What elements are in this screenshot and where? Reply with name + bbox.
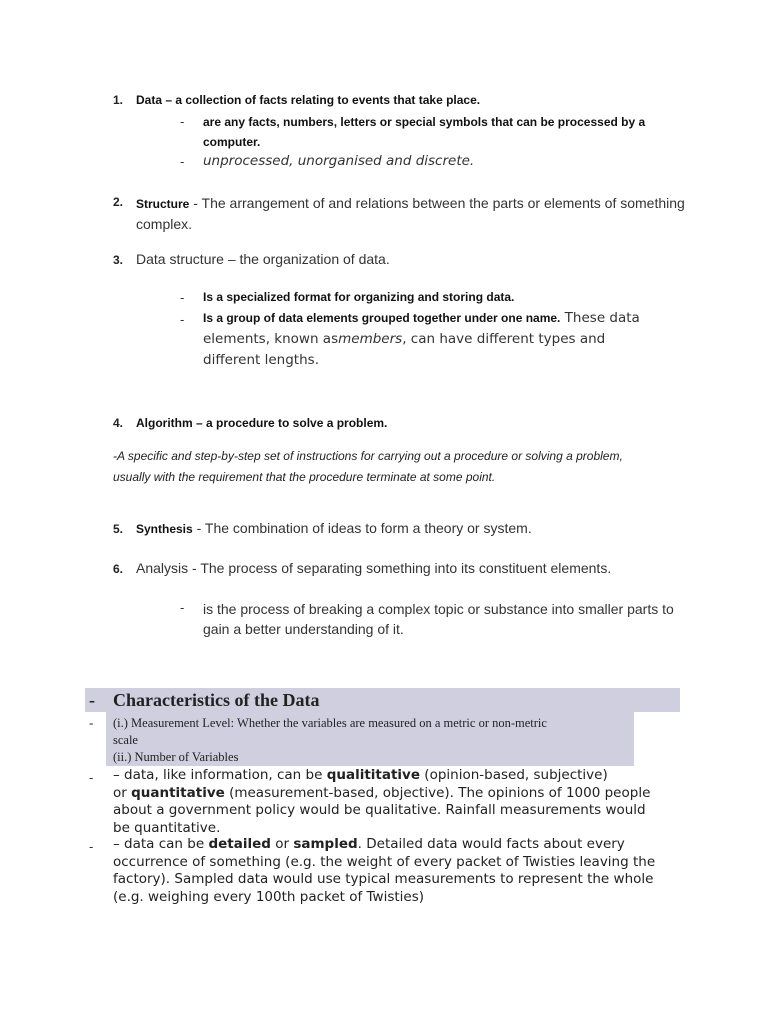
sampled-term: sampled	[293, 836, 358, 852]
item-1-text: Data – a collection of facts relating to events that take place.	[136, 93, 481, 107]
item-5-text	[136, 520, 532, 536]
item-6-sub	[203, 599, 683, 639]
item-1-sub-2: unprocessed, unorganised and discrete.	[203, 153, 475, 169]
item-number-2: 2.	[113, 195, 124, 209]
item-1-sub-1	[203, 112, 663, 152]
item-number-3: 3.	[113, 253, 124, 267]
b2-l1-e: . Detailed data would facts about every	[357, 836, 625, 852]
item-3-sub-2-bold: Is a group of data elements grouped together under one name.	[203, 311, 561, 325]
characteristics-heading: Characteristics of the Data	[113, 690, 320, 710]
item-3-sub-1: Is a specialized format for organizing and storing data.	[203, 290, 515, 304]
b2-l3: factory). Sampled data would use typical measurements to represent the whole	[113, 871, 654, 887]
item-3-sub-2-line-2a: elements, known as	[203, 331, 339, 347]
item-2-rest: - The arrangement of and relations between the parts or elements of something	[189, 195, 685, 211]
bullet-dash: -	[180, 290, 185, 305]
item-5-rest: - The combination of ideas to form a theory or system.	[192, 520, 532, 536]
item-6-sub-line-1: is the process of breaking a complex topic or substance into smaller parts to	[203, 601, 674, 617]
item-2-text	[136, 193, 696, 234]
item-number-6: 6.	[113, 562, 124, 576]
bullet-dash: -	[180, 600, 185, 615]
item-3-sub-2	[203, 308, 673, 371]
bullet-qualitative	[113, 767, 693, 837]
bullet-detailed-sampled	[113, 836, 703, 906]
measurement-level-cont: scale	[113, 733, 138, 747]
item-2-label: Structure	[136, 197, 190, 211]
b2-l1-a: – data can be	[113, 836, 209, 852]
measurement-level: (i.) Measurement Level: Whether the variables are measured on a metric or non-metric	[113, 716, 547, 730]
item-3-members: members	[338, 331, 403, 347]
quantitative-term: quantitative	[131, 784, 225, 801]
b1-l4: be quantitative.	[113, 819, 221, 836]
qualititative-term: qualititative	[326, 767, 421, 783]
list-dash: -	[89, 715, 94, 730]
b1-l1-a: – data, like information, can be	[113, 767, 327, 783]
item-number-5: 5.	[113, 522, 124, 536]
item-3-sub-2-rest: These data	[560, 310, 640, 326]
b1-l2-c: (measurement-based, objective). The opinions of 1000 people	[224, 784, 651, 801]
b2-l2: occurrence of something (e.g. the weight of every packet of Twisties leaving the	[113, 853, 656, 870]
detailed-term: detailed	[208, 836, 271, 852]
item-1-sub-1-line-2: computer.	[203, 135, 261, 149]
b1-l1-c: (opinion-based, subjective)	[420, 767, 608, 783]
heading-dash: -	[89, 690, 95, 710]
item-3-sub-2-line-2b: , can have different types and	[402, 331, 606, 347]
item-4-desc-line-2: usually with the requirement that the procedure terminate at some point.	[113, 470, 496, 484]
b1-l2-a: or	[113, 784, 132, 801]
item-4-desc-line-1: -A specific and step-by-step set of instructions for carrying out a procedure or solving a problem,	[113, 449, 623, 463]
item-number-4: 4.	[113, 416, 124, 430]
b2-l1-c: or	[270, 836, 294, 852]
item-3-sub-2-line-3: different lengths.	[203, 352, 319, 368]
item-4-text: Algorithm – a procedure to solve a problem.	[136, 416, 388, 430]
bullet-dash: -	[180, 312, 185, 327]
bullet-dash: -	[89, 839, 94, 854]
bullet-dash: -	[180, 154, 185, 169]
item-2-rest-line-2: complex.	[136, 216, 193, 232]
b1-l3: about a government policy would be qualitative. Rainfall measurements would	[113, 802, 646, 818]
item-4-description	[113, 446, 693, 488]
item-number-1: 1.	[113, 93, 124, 107]
item-6-sub-line-2: gain a better understanding of it.	[203, 621, 404, 637]
item-3-text: Data structure – the organization of data.	[136, 251, 390, 267]
b2-l4: (e.g. weighing every 100th packet of Twisties)	[113, 888, 425, 905]
item-1-sub-1-line-1: are any facts, numbers, letters or special symbols that can be processed by a	[203, 115, 646, 129]
bullet-dash: -	[180, 114, 185, 129]
item-5-label: Synthesis	[136, 522, 193, 536]
item-6-text: Analysis - The process of separating something into its constituent elements.	[136, 560, 612, 576]
number-of-variables: (ii.) Number of Variables	[113, 750, 239, 764]
bullet-dash: -	[89, 770, 94, 785]
characteristics-list	[113, 715, 643, 766]
